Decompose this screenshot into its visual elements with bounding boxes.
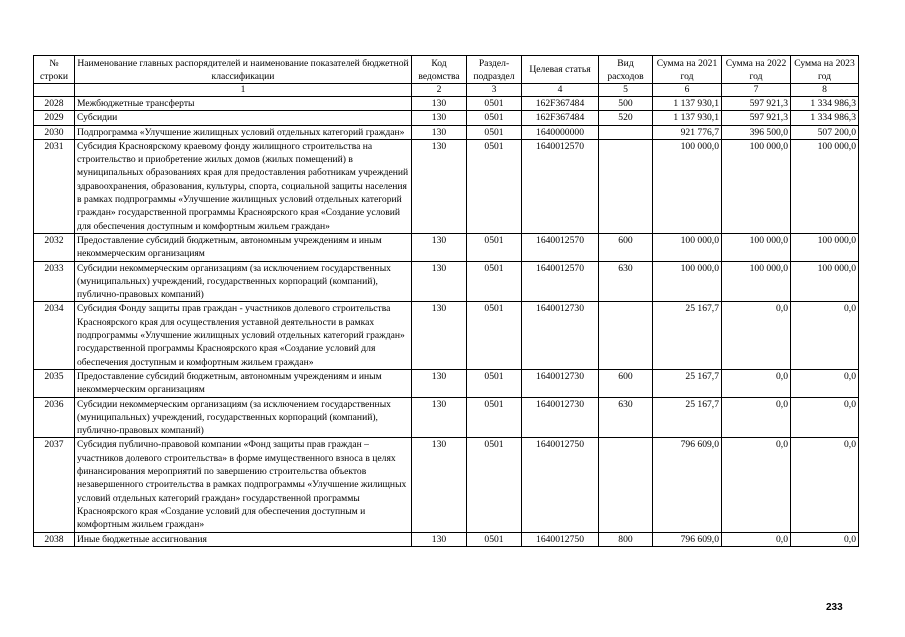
column-index-cell: 3 (467, 84, 522, 97)
row-code-cell: 130 (412, 397, 467, 438)
page-number: 233 (826, 602, 843, 613)
row-code-cell: 130 (412, 302, 467, 369)
row-number-cell: 2032 (34, 233, 75, 261)
row-section-cell: 0501 (467, 125, 522, 139)
row-sum-2021-cell: 100 000,0 (653, 139, 722, 233)
row-name-cell: Субсидия Фонду защиты прав граждан - участников долевого строительства Красноярского края для осуществления уставной деятельности в рамках подпрограммы «Улучшение жилищных условий отдельных категорий граждан» государственной программы Красноярского края «Создание условий для обеспечения доступным и комфортным жильем граждан» (75, 302, 412, 369)
table-row (34, 261, 859, 302)
row-name-cell: Субсидии (75, 111, 412, 125)
row-target-cell: 162F367484 (522, 111, 599, 125)
row-sum-2022-cell: 0,0 (722, 397, 791, 438)
row-target-cell: 1640012750 (522, 532, 599, 546)
row-type-cell: 520 (599, 111, 653, 125)
row-sum-2021-cell: 796 609,0 (653, 532, 722, 546)
row-name-cell: Предоставление субсидий бюджетным, автономным учреждениям и иным некоммерческим организациям (75, 369, 412, 397)
column-index-cell: 7 (722, 84, 791, 97)
row-number-cell: 2036 (34, 397, 75, 438)
header-section: Раздел-подраздел (467, 56, 522, 84)
row-target-cell: 1640012730 (522, 397, 599, 438)
row-name-cell: Межбюджетные трансферты (75, 97, 412, 111)
budget-table (33, 55, 859, 547)
row-type-cell: 630 (599, 397, 653, 438)
column-index-cell: 1 (75, 84, 412, 97)
column-index-cell: 5 (599, 84, 653, 97)
header-code: Код ведомства (412, 56, 467, 84)
row-sum-2021-cell: 25 167,7 (653, 302, 722, 369)
row-target-cell: 1640012570 (522, 139, 599, 233)
row-section-cell: 0501 (467, 438, 522, 532)
row-section-cell: 0501 (467, 397, 522, 438)
column-index-cell: 8 (791, 84, 859, 97)
row-name-cell: Субсидия публично-правовой компании «Фонд защиты прав граждан – участников долевого строительства» в форме имущественного взноса в целях финансирования мероприятий по завершению строительства объектов незавершенного строительства в рамках подпрограммы «Улучшение жилищных условий отдельных категорий граждан» государственной программы Красноярского края «Создание условий для обеспечения доступным и комфортным жильем граждан» (75, 438, 412, 532)
row-section-cell: 0501 (467, 97, 522, 111)
row-sum-2023-cell: 0,0 (791, 397, 859, 438)
header-sum-2023: Сумма на 2023 год (791, 56, 859, 84)
row-code-cell: 130 (412, 111, 467, 125)
row-sum-2021-cell: 921 776,7 (653, 125, 722, 139)
row-sum-2021-cell: 1 137 930,1 (653, 97, 722, 111)
header-target: Целевая статья (522, 56, 599, 84)
row-name-cell: Субсидии некоммерческим организациям (за исключением государственных (муниципальных) учреждений, государственных корпораций (компаний), публично-правовых компаний) (75, 261, 412, 302)
row-number-cell: 2033 (34, 261, 75, 302)
row-code-cell: 130 (412, 438, 467, 532)
row-target-cell: 162F367484 (522, 97, 599, 111)
table-row (34, 139, 859, 233)
row-type-cell (599, 125, 653, 139)
row-sum-2022-cell: 0,0 (722, 369, 791, 397)
row-target-cell: 1640000000 (522, 125, 599, 139)
row-sum-2021-cell: 25 167,7 (653, 397, 722, 438)
row-sum-2022-cell: 597 921,3 (722, 97, 791, 111)
row-target-cell: 1640012730 (522, 369, 599, 397)
row-name-cell: Субсидия Красноярскому краевому фонду жилищного строительства на строительство и приобретение жилых домов (жилых помещений) в муниципальных образованиях края для предоставления работникам учреждений здравоохранения, образования, культуры, спорта, социальной защиты населения в рамках подпрограммы «Улучшение жилищных условий отдельных категорий граждан» государственной программы Красноярского края «Создание условий для обеспечения доступным и комфортным жильем граждан» (75, 139, 412, 233)
row-number-cell: 2028 (34, 97, 75, 111)
row-code-cell: 130 (412, 139, 467, 233)
row-type-cell: 500 (599, 97, 653, 111)
table-row (34, 111, 859, 125)
row-sum-2021-cell: 1 137 930,1 (653, 111, 722, 125)
row-code-cell: 130 (412, 233, 467, 261)
table-row (34, 532, 859, 546)
header-sum-2021: Сумма на 2021 год (653, 56, 722, 84)
row-type-cell: 600 (599, 369, 653, 397)
row-sum-2021-cell: 796 609,0 (653, 438, 722, 532)
row-section-cell: 0501 (467, 369, 522, 397)
row-section-cell: 0501 (467, 302, 522, 369)
row-number-cell: 2037 (34, 438, 75, 532)
column-index-cell (34, 84, 75, 97)
row-sum-2022-cell: 100 000,0 (722, 261, 791, 302)
row-type-cell (599, 302, 653, 369)
row-code-cell: 130 (412, 532, 467, 546)
row-type-cell: 800 (599, 532, 653, 546)
row-sum-2022-cell: 396 500,0 (722, 125, 791, 139)
row-number-cell: 2030 (34, 125, 75, 139)
row-sum-2021-cell: 100 000,0 (653, 233, 722, 261)
table-row (34, 397, 859, 438)
column-index-cell: 2 (412, 84, 467, 97)
header-sum-2022: Сумма на 2022 год (722, 56, 791, 84)
row-name-cell: Субсидии некоммерческим организациям (за исключением государственных (муниципальных) учреждений, государственных корпораций (компаний), публично-правовых компаний) (75, 397, 412, 438)
row-type-cell (599, 139, 653, 233)
row-target-cell: 1640012570 (522, 261, 599, 302)
row-sum-2023-cell: 0,0 (791, 369, 859, 397)
header-type: Вид расходов (599, 56, 653, 84)
row-number-cell: 2035 (34, 369, 75, 397)
row-sum-2022-cell: 0,0 (722, 438, 791, 532)
row-type-cell: 600 (599, 233, 653, 261)
row-code-cell: 130 (412, 261, 467, 302)
row-number-cell: 2034 (34, 302, 75, 369)
row-sum-2023-cell: 0,0 (791, 438, 859, 532)
row-section-cell: 0501 (467, 532, 522, 546)
row-sum-2023-cell: 0,0 (791, 302, 859, 369)
row-name-cell: Предоставление субсидий бюджетным, автономным учреждениям и иным некоммерческим организациям (75, 233, 412, 261)
table-row (34, 97, 859, 111)
row-name-cell: Иные бюджетные ассигнования (75, 532, 412, 546)
row-sum-2021-cell: 25 167,7 (653, 369, 722, 397)
row-code-cell: 130 (412, 97, 467, 111)
table-row (34, 369, 859, 397)
header-name: Наименование главных распорядителей и наименование показателей бюджетной классификации (75, 56, 412, 84)
table-body (34, 97, 859, 547)
row-sum-2023-cell: 100 000,0 (791, 233, 859, 261)
row-type-cell (599, 438, 653, 532)
row-name-cell: Подпрограмма «Улучшение жилищных условий отдельных категорий граждан» (75, 125, 412, 139)
column-index-cell: 4 (522, 84, 599, 97)
row-sum-2021-cell: 100 000,0 (653, 261, 722, 302)
column-index-row (34, 84, 859, 97)
table-row (34, 438, 859, 532)
row-code-cell: 130 (412, 125, 467, 139)
row-target-cell: 1640012750 (522, 438, 599, 532)
table-row (34, 233, 859, 261)
row-section-cell: 0501 (467, 261, 522, 302)
row-section-cell: 0501 (467, 111, 522, 125)
row-sum-2023-cell: 0,0 (791, 532, 859, 546)
row-sum-2023-cell: 1 334 986,3 (791, 111, 859, 125)
row-sum-2022-cell: 0,0 (722, 532, 791, 546)
header-row (34, 56, 859, 84)
table-row (34, 125, 859, 139)
row-number-cell: 2031 (34, 139, 75, 233)
row-sum-2023-cell: 507 200,0 (791, 125, 859, 139)
row-code-cell: 130 (412, 369, 467, 397)
table-row (34, 302, 859, 369)
row-sum-2022-cell: 100 000,0 (722, 233, 791, 261)
row-sum-2023-cell: 100 000,0 (791, 139, 859, 233)
row-sum-2022-cell: 0,0 (722, 302, 791, 369)
row-number-cell: 2038 (34, 532, 75, 546)
row-section-cell: 0501 (467, 233, 522, 261)
row-sum-2022-cell: 597 921,3 (722, 111, 791, 125)
row-target-cell: 1640012570 (522, 233, 599, 261)
row-sum-2022-cell: 100 000,0 (722, 139, 791, 233)
row-number-cell: 2029 (34, 111, 75, 125)
row-target-cell: 1640012730 (522, 302, 599, 369)
row-type-cell: 630 (599, 261, 653, 302)
row-sum-2023-cell: 1 334 986,3 (791, 97, 859, 111)
row-sum-2023-cell: 100 000,0 (791, 261, 859, 302)
row-section-cell: 0501 (467, 139, 522, 233)
column-index-cell: 6 (653, 84, 722, 97)
header-num: № строки (34, 56, 75, 84)
